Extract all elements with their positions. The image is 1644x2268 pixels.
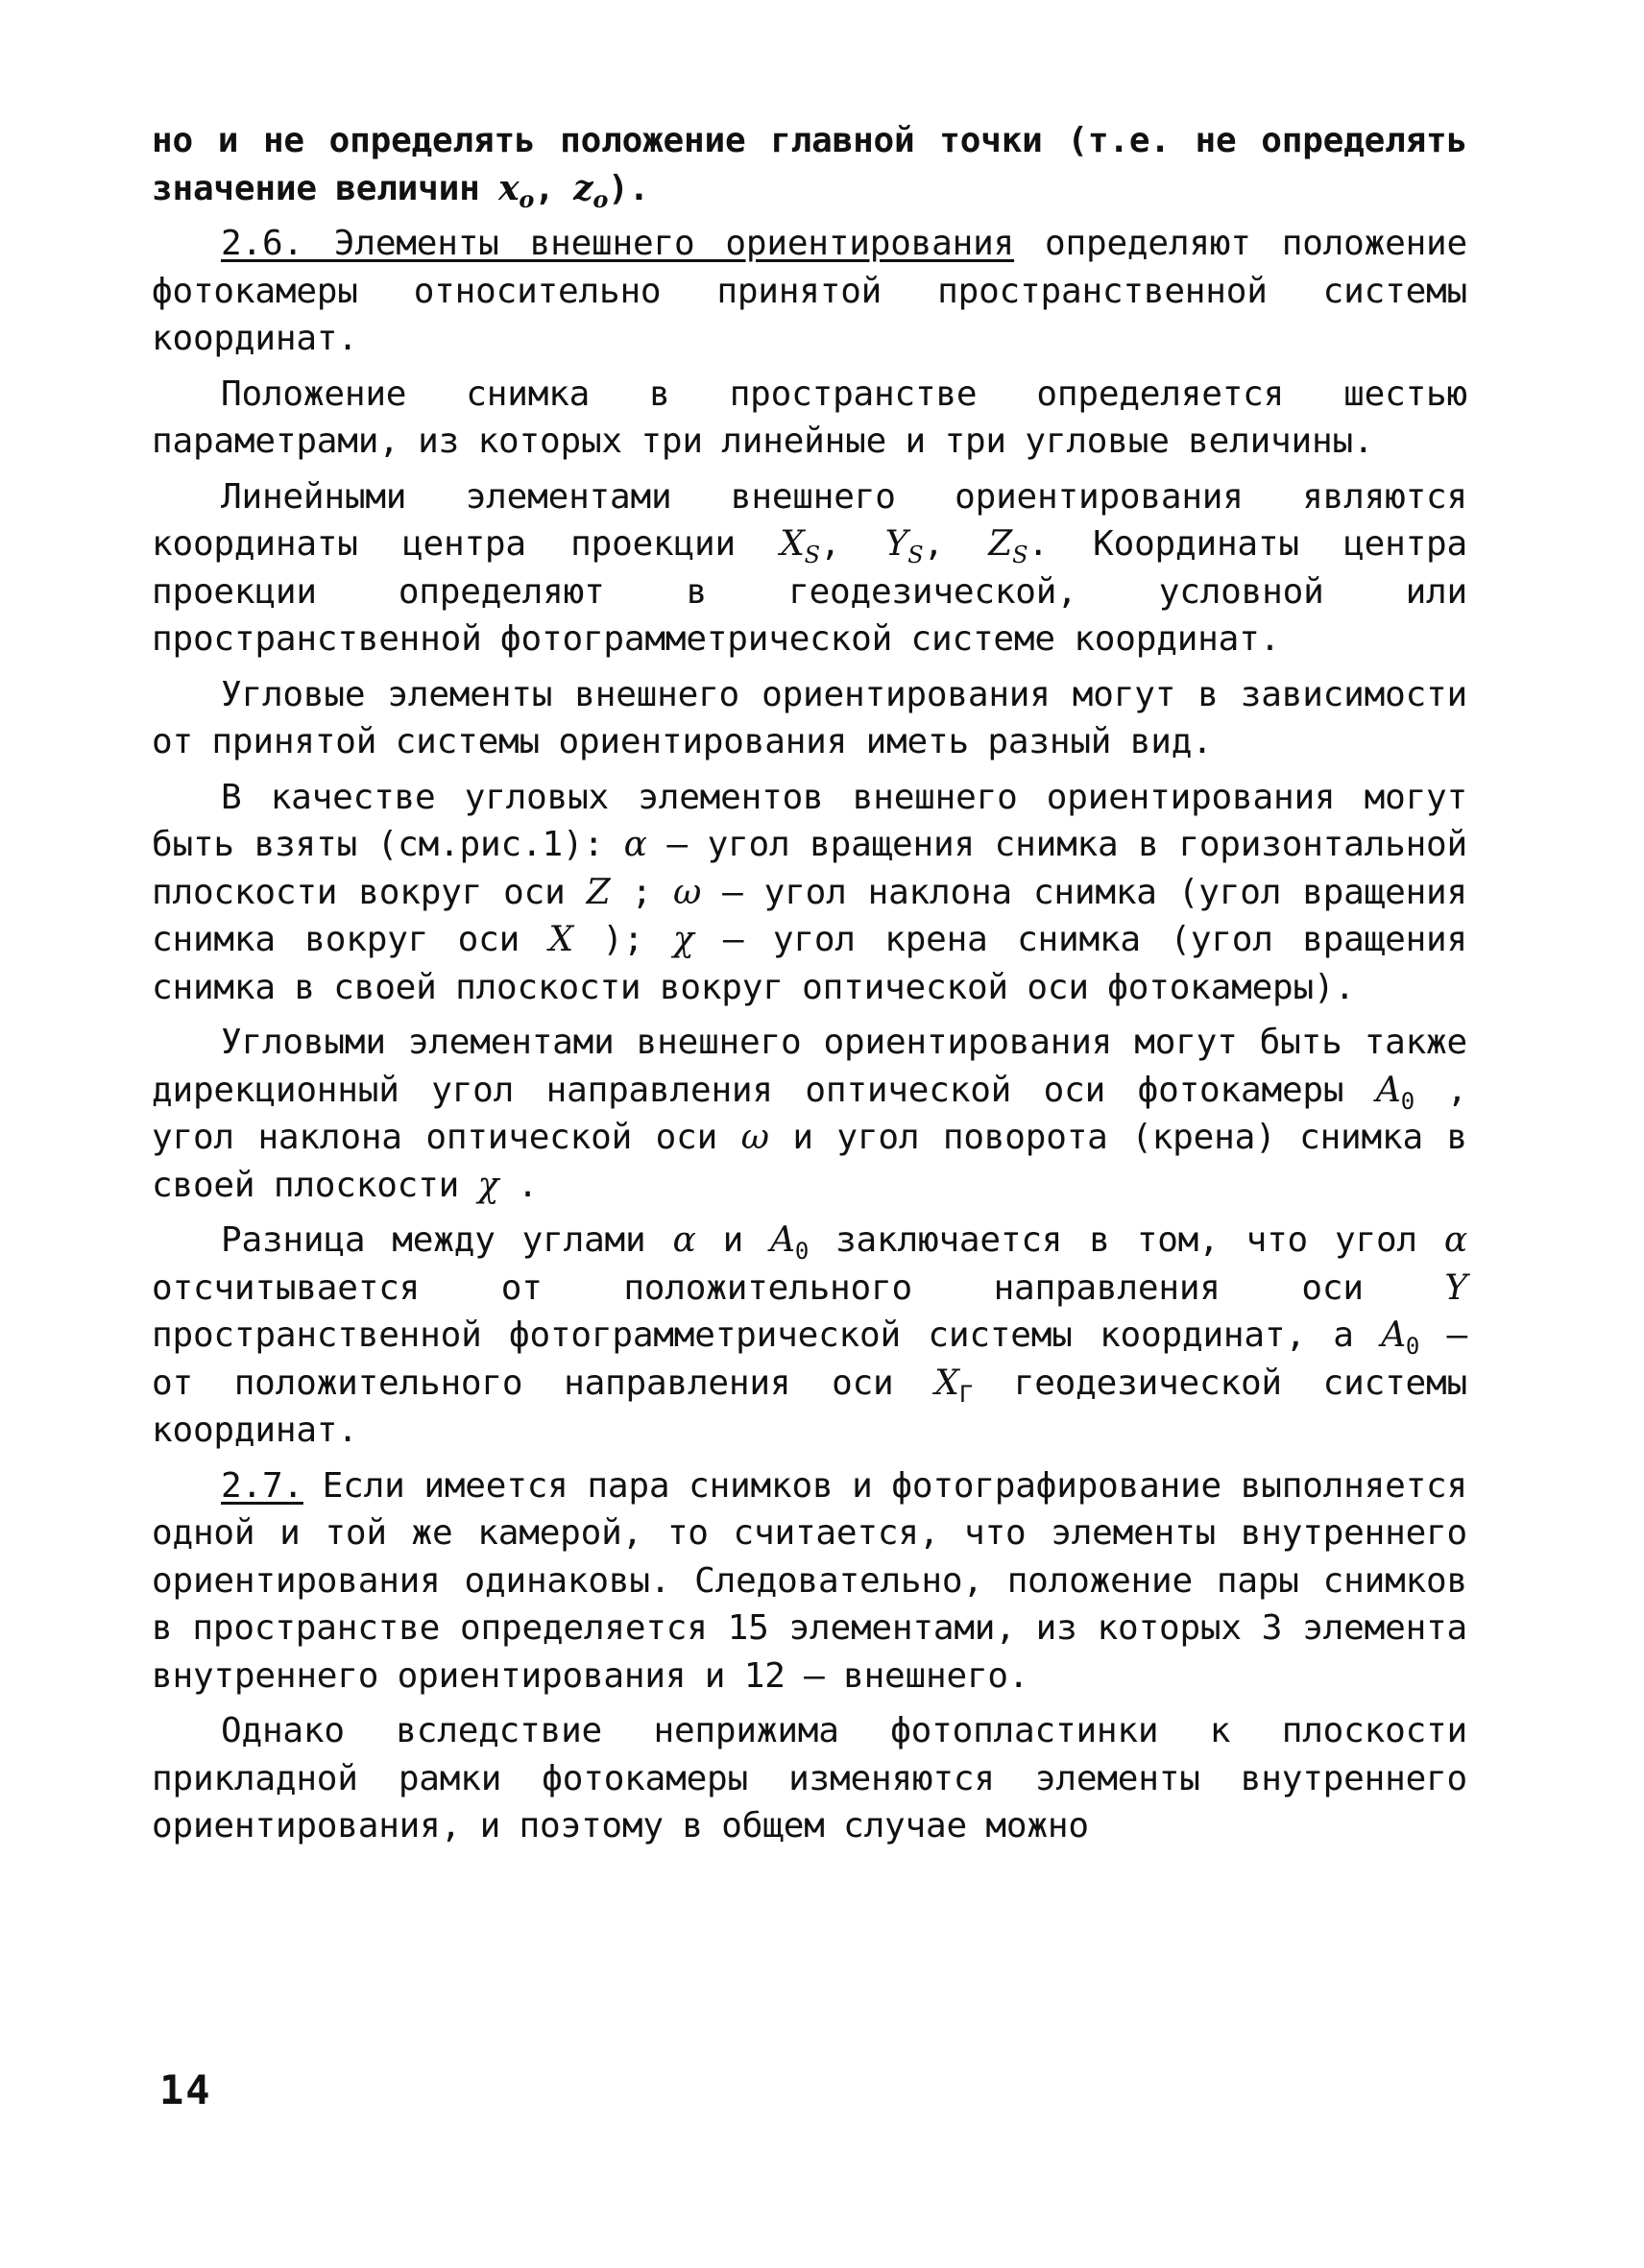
paragraph: Разница между углами α и $A_0$ заключается в том, что угол α отсчитывается от положительного направления оси Y пространственной фотограмметрической системы координат, а $A_0$ – от положительного направления оси $X_Г$ геодезической системы координат. <box>152 1220 1468 1450</box>
math-subscript: S <box>907 542 924 569</box>
paragraph-text: Положение снимка в пространстве определяется шестью параметрами, из которых три линейные и три угловые величины. <box>152 374 1467 461</box>
paragraph: Линейными элементами внешнего ориентирования являются координаты центра проекции $X_S$, $Y_S$, $Z_S$. Координаты центра проекции определяют в геодезической, условной или пространственной фотограмметрической системе координат. <box>152 476 1467 659</box>
paragraph-text: Если имеется пара снимков и фотографирование выполняется одной и той же камерой, то считается, что элементы внутреннего ориентирования одинаковы. Следовательно, положение пары снимков в пространстве определяется 15 элементами, из которых 3 элемента внутреннего ориентирования и 12 – внешнего. <box>152 1465 1467 1696</box>
math-subscript: Г <box>958 1380 973 1408</box>
paragraph <box>152 671 1467 766</box>
math-symbol: Z <box>988 524 1013 564</box>
math-symbol: Y <box>1444 1267 1467 1308</box>
math-symbol: Z <box>586 872 611 912</box>
math-symbol: A <box>1381 1315 1406 1355</box>
paragraph: В качестве угловых элементов внешнего ориентирования могут быть взяты (см.рис.1): α – угол вращения снимка в горизонтальной плоскости вокруг оси Z ; ω – угол наклона снимка (угол вращения снимка вокруг оси X ); χ – угол крена снимка (угол вращения снимка в своей плоскости вокруг оптической оси фотокамеры). <box>152 777 1468 1007</box>
math-symbol: X <box>780 524 805 564</box>
paragraph <box>152 371 1467 466</box>
math-symbol: Y <box>884 524 908 564</box>
section-heading: 2.6. Элементы внешнего ориентирования <box>221 224 1015 263</box>
math-subscript: o <box>592 184 609 213</box>
math-symbol: α <box>623 825 647 864</box>
page-number: 14 <box>159 2066 212 2113</box>
math-symbol: χ <box>672 920 694 959</box>
paragraph-text: Однако вследствие неприжима фотопластинки к плоскости прикладной рамки фотокамеры изменяются элементы внутреннего ориентирования, и поэтому в общем случае можно <box>152 1711 1467 1846</box>
math-symbol: z <box>573 167 593 208</box>
document-page <box>152 117 1467 1858</box>
math-symbol: X <box>934 1363 959 1403</box>
paragraph: Угловыми элементами внешнего ориентирования могут быть также дирекционный угол направления оптической оси фотокамеры $A_0$ , угол наклона оптической оси ω и угол поворота (крена) снимка в своей плоскости χ . <box>152 1023 1467 1205</box>
math-symbol: α <box>1443 1220 1467 1260</box>
paragraph-text: определяют положение фотокамеры относительно принятой пространственной системы координат. <box>152 224 1467 358</box>
math-symbol: ω <box>672 872 702 912</box>
paragraph-continuation: но и не определять положение главной точки (т.е. не определять значение величин $x_o$, $z_o$). <box>152 121 1467 213</box>
math-subscript: 0 <box>1405 1333 1420 1361</box>
section-heading: 2.7. <box>221 1465 303 1506</box>
math-subscript: 0 <box>794 1238 810 1266</box>
math-subscript: 0 <box>1400 1087 1414 1115</box>
math-symbol: A <box>1375 1070 1401 1110</box>
math-symbol: χ <box>477 1165 499 1205</box>
math-subscript: S <box>1012 542 1028 569</box>
paragraph-2-7 <box>152 1462 1467 1701</box>
math-symbol: ω <box>740 1118 769 1157</box>
math-symbol: x <box>498 167 520 208</box>
math-symbol: X <box>548 920 573 959</box>
paragraph-text: Угловые элементы внешнего ориентирования могут в зависимости от принятой системы ориентирования иметь разный вид. <box>152 674 1467 761</box>
math-symbol: A <box>770 1220 795 1260</box>
paragraph-2-6 <box>152 220 1467 363</box>
math-subscript: S <box>804 542 820 569</box>
paragraph <box>152 1707 1467 1850</box>
math-subscript: o <box>519 184 535 213</box>
paragraph-text: но и не определять положение главной точки (т.е. не определять значение величин <box>152 121 1467 208</box>
math-symbol: α <box>672 1220 696 1260</box>
